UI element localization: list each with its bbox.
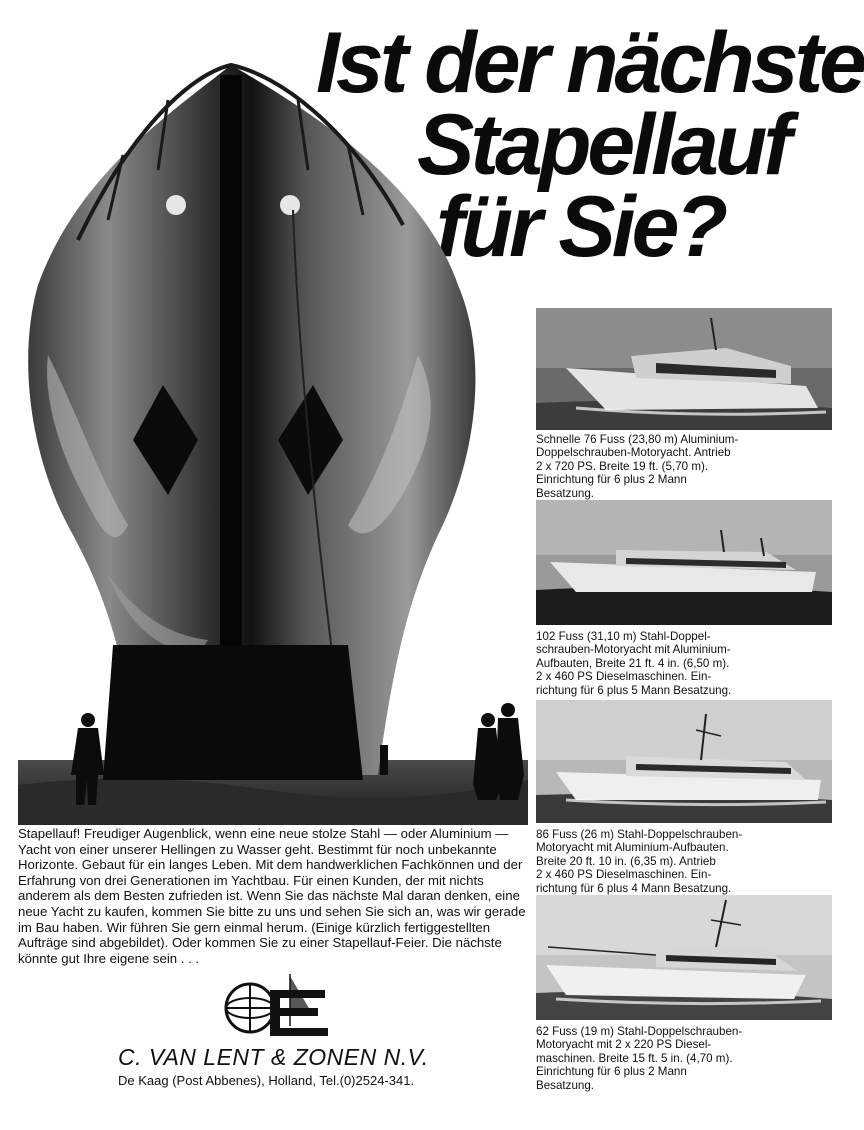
caption-line: Aufbauten, Breite 21 ft. 4 in. (6,50 m). [536,656,730,670]
boat-caption-1 [536,433,832,500]
caption-line: maschinen. Breite 15 ft. 5 in. (4,70 m). [536,1051,733,1065]
caption-line: 86 Fuss (26 m) Stahl-Doppelschrauben- [536,828,743,841]
headline-line-1: Ist der nächste [316,15,863,111]
boat-photo-4 [536,895,832,1020]
company-name: C. VAN LENT & ZONEN N.V. [118,1044,429,1070]
caption-line: 62 Fuss (19 m) Stahl-Doppelschrauben- [536,1025,743,1038]
caption-line: 2 x 460 PS Dieselmaschinen. Ein- [536,670,712,684]
van-lent-logo [220,970,340,1042]
caption-line: Breite 20 ft. 10 in. (6,35 m). Antrieb [536,854,716,868]
caption-line: Motoryacht mit 2 x 220 PS Diesel- [536,1038,712,1052]
caption-line: Besatzung. [536,486,595,500]
caption-line: Motoryacht mit Aluminium-Aufbauten. [536,841,729,855]
caption-line: Schnelle 76 Fuss (23,80 m) Aluminium- [536,433,739,446]
caption-line: schrauben-Motoryacht mit Aluminium- [536,643,731,657]
caption-line: 102 Fuss (31,10 m) Stahl-Doppel- [536,630,711,643]
caption-line: richtung für 6 plus 5 Mann Besatzung. [536,683,732,697]
caption-line: Doppelschrauben-Motoryacht. Antrieb [536,446,731,460]
boat-photo-3 [536,700,832,823]
caption-line: Einrichtung für 6 plus 2 Mann [536,473,687,487]
boat-caption-3 [536,828,832,895]
caption-line: Einrichtung für 6 plus 2 Mann [536,1065,687,1079]
caption-line: Besatzung. [536,1078,595,1092]
body-text [18,826,528,966]
caption-line: richtung für 6 plus 4 Mann Besatzung. [536,881,732,895]
boat-caption-4 [536,1025,832,1092]
body-paragraph: Stapellauf! Freudiger Augenblick, wenn eine neue stolze Stahl — oder Aluminium — Yacht von einer unserer Hellingen zu Wasser geht. Bestimmt für noch unbekannte Horizonte. Gebaut für ein langes Leben. Mit dem handwerklichen Fachkönnen und der Erfahrung von drei Generationen im Yachtbau. Für einen Kunden, der mit nichts anderem als dem Besten zufrieden ist. Wenn Sie das nächste Mal daran denken, eine neue Yacht zu kaufen, kommen Sie bitte zu uns und sehen Sie sich an, was wir gerade im Bau haben. Wir führen Sie gern einmal herum. (Einige kürzlich fertiggestellten Aufträge sind abgebildet). Oder kommen Sie zu einer Stapellauf-Feier. Die nächste könnte gut Ihre eigene sein . . . [18,826,526,966]
boat-caption-2 [536,630,832,697]
caption-line: 2 x 720 PS. Breite 19 ft. (5,70 m). [536,459,709,473]
headline-line-3: für Sie? [435,179,724,275]
ship-hull-photo [18,55,528,825]
headline-line-2: Stapellauf [417,97,788,193]
boat-photo-1 [536,308,832,430]
caption-line: 2 x 460 PS Dieselmaschinen. Ein- [536,868,712,882]
company-address: De Kaag (Post Abbenes), Holland, Tel.(0)2524-341. [118,1073,415,1088]
boat-photo-2 [536,500,832,625]
